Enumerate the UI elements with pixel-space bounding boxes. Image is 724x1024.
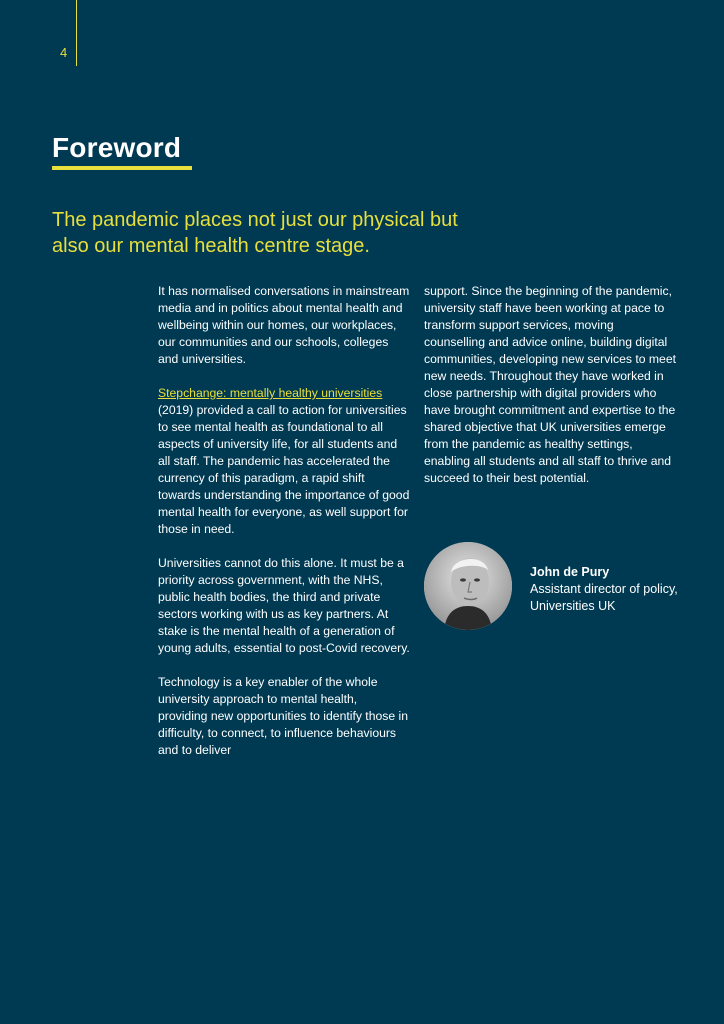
author-photo [424,542,512,630]
paragraph: It has normalised conversations in mainstream media and in politics about mental health and wellbeing within our homes, our workplaces, our communities and our schools, colleges and universities. [158,284,410,366]
author-caption [530,564,700,615]
stepchange-link[interactable]: Stepchange: mentally healthy universities [158,386,383,400]
paragraph-text: (2019) provided a call to action for universities to see mental health as foundational to all aspects of university life, for all students and all staff. The pandemic has accelerated the currency of this paradigm, a rapid shift towards understanding the importance of good mental health for everyone, as well support for those in need. [158,403,410,536]
title-underline [52,166,192,170]
page-title: Foreword [52,132,182,163]
body-column-left [158,283,410,776]
paragraph: support. Since the beginning of the pandemic, university staff have been working at pace to transform support services, moving counselling and advice online, building digital communities, developing new services to meet new needs. Throughout they have worked in close partnership with digital providers who have brought commitment and expertise to the shared objective that UK universities emerge from the pandemic as healthy settings, enabling all students and all staff to thrive and succeed to their best potential. [424,284,676,485]
page-number: 4 [60,45,68,60]
page-rule [76,0,77,66]
paragraph: Universities cannot do this alone. It must be a priority across government, with the NHS, public health bodies, the third and private sectors working with us as key partners. At stake is the mental health of a generation of young adults, essential to post-Covid recovery. [158,556,410,655]
author-role: Assistant director of policy, Universities UK [530,582,678,613]
body-column-right [424,283,676,504]
paragraph [158,385,410,538]
subtitle: The pandemic places not just our physical but also our mental health centre stage. [52,209,458,257]
author-name: John de Pury [530,565,610,579]
portrait-image [424,542,512,630]
paragraph: Technology is a key enabler of the whole university approach to mental health, providing new opportunities to identify those in difficulty, to connect, to influence behaviours and to deliver [158,675,408,757]
